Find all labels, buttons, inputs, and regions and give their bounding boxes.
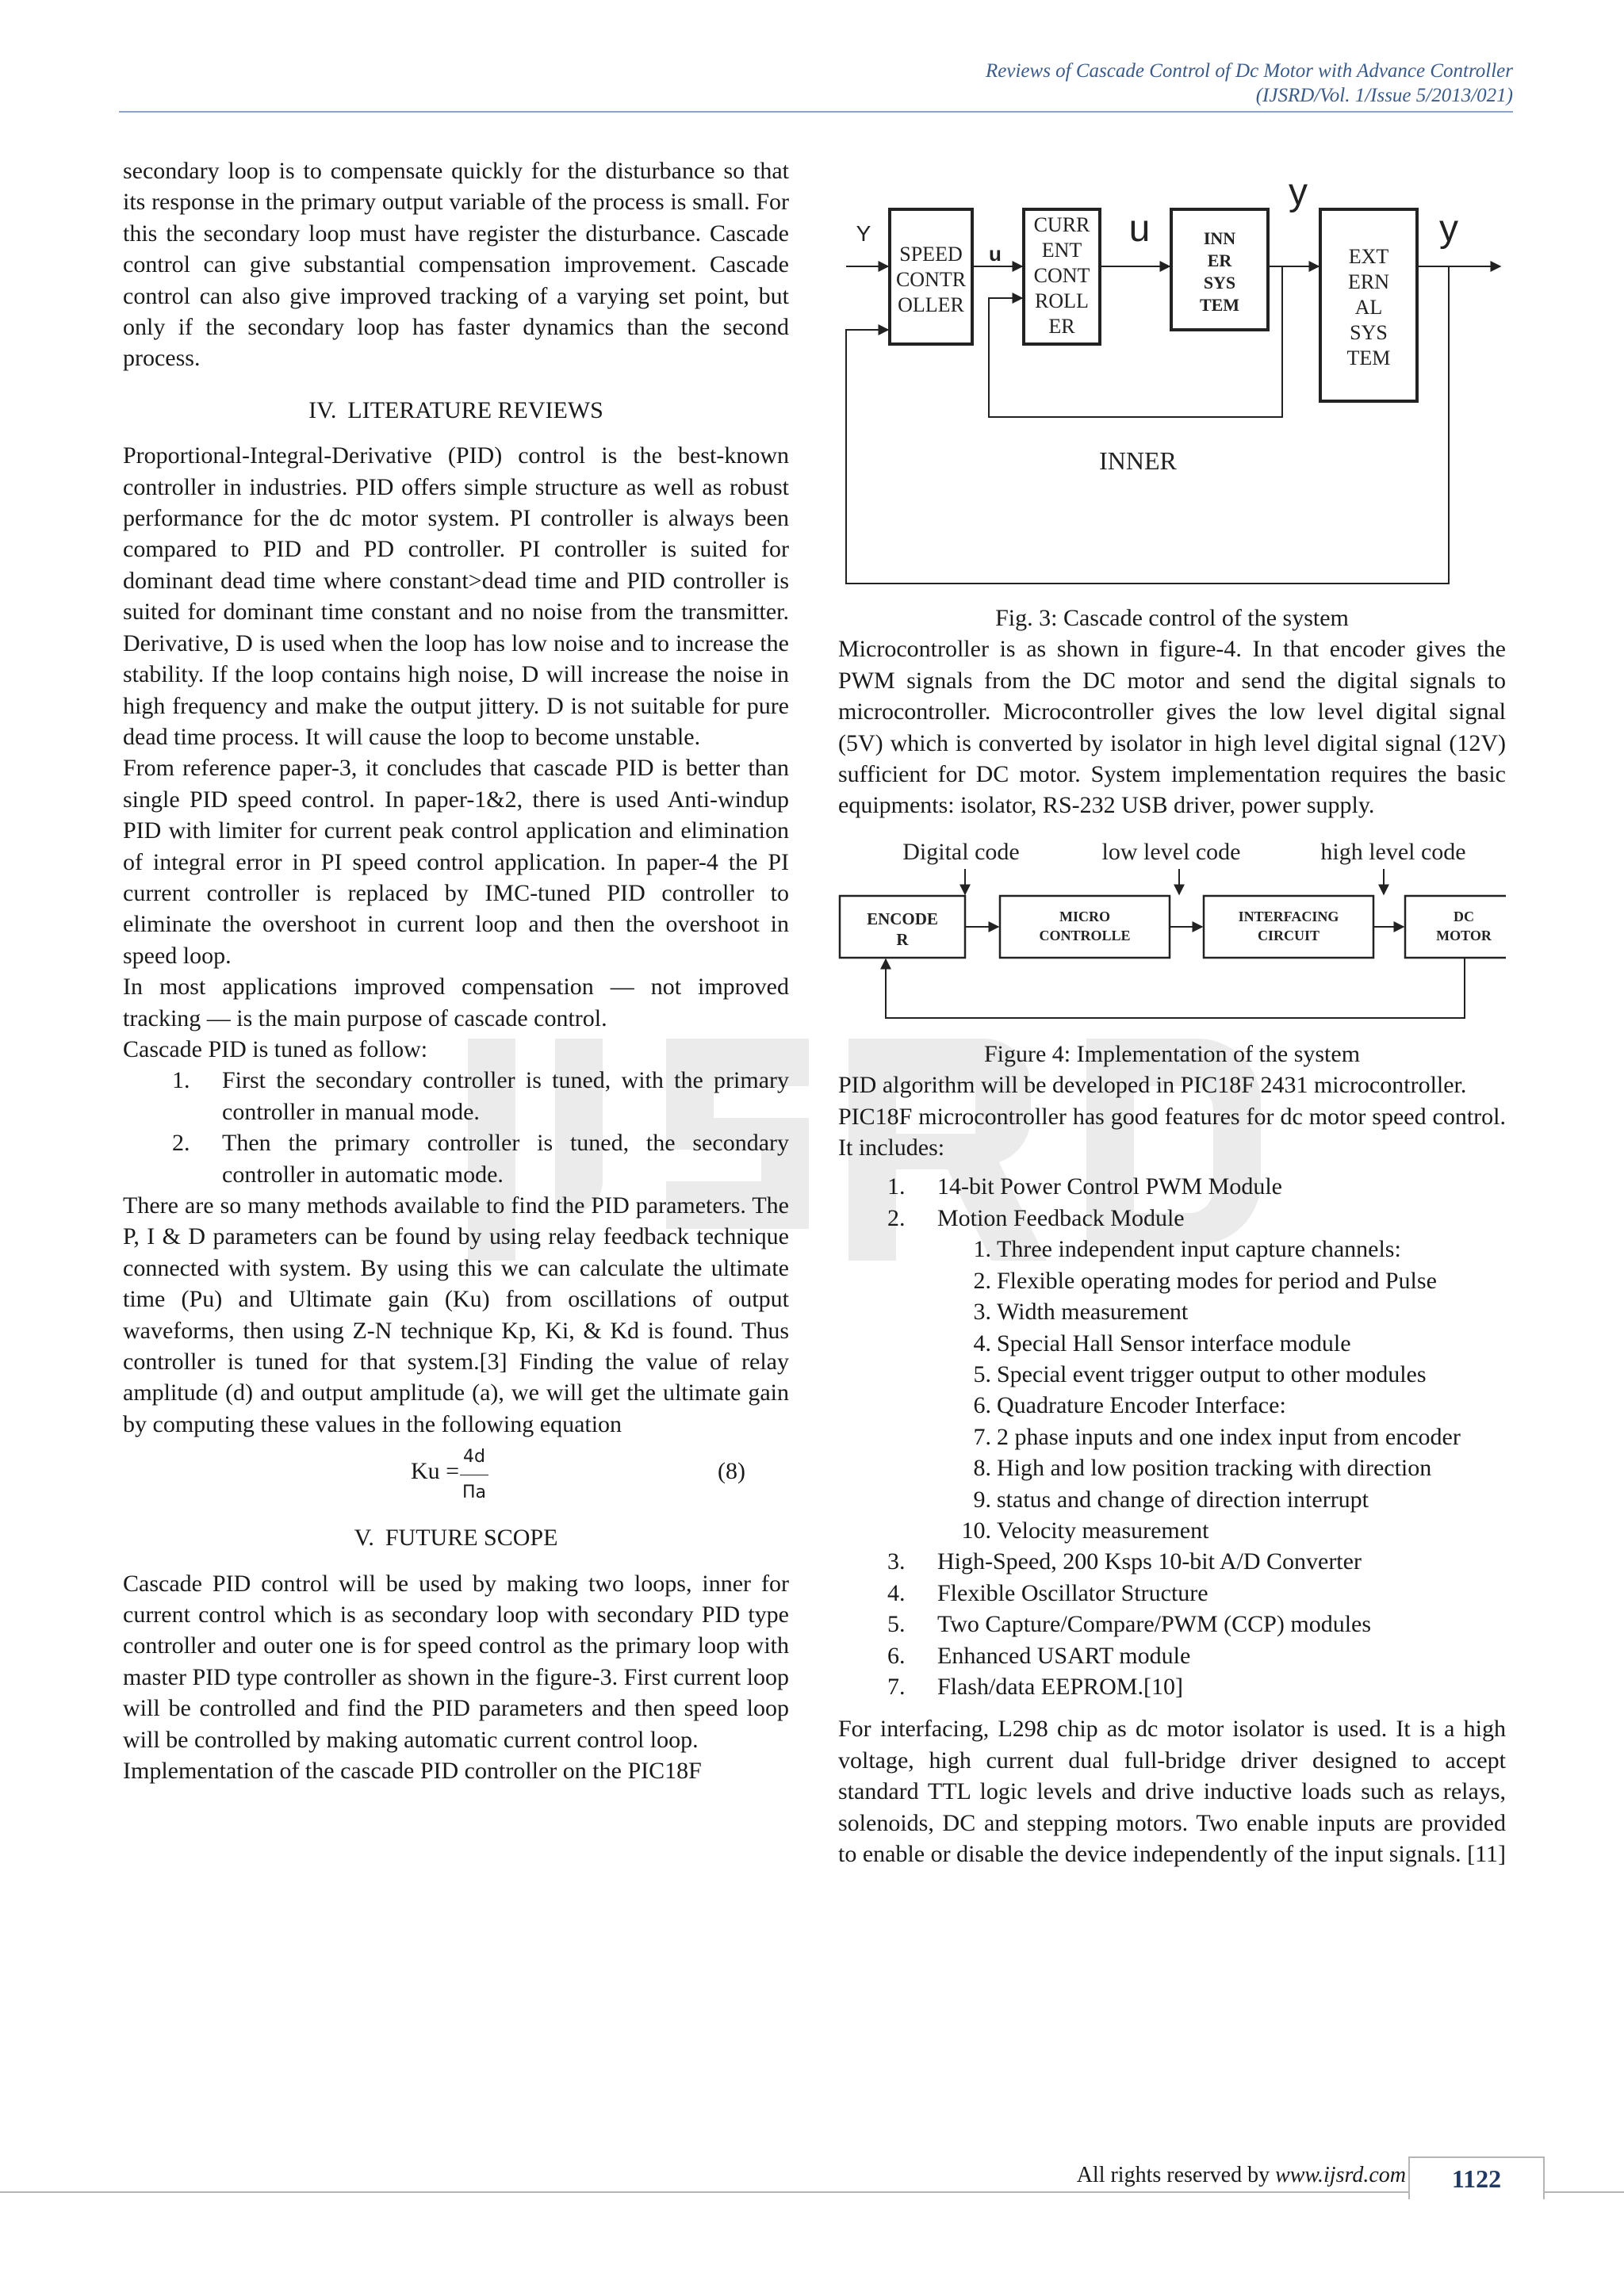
list-item: [838, 1171, 1506, 1202]
list-item: [838, 1671, 1506, 1702]
block-label: CIRCUIT: [1257, 927, 1320, 943]
block-label: MICRO: [1059, 908, 1110, 924]
list-text: status and change of direction interrupt: [997, 1486, 1369, 1513]
sublist-item: [838, 1452, 1506, 1483]
microcontroller-block: [1000, 896, 1170, 958]
header-title: Reviews of Cascade Control of Dc Motor with Advance Controller: [986, 60, 1513, 82]
list-item: [838, 1640, 1506, 1671]
list-text: 2 phase inputs and one index input from encoder: [997, 1423, 1461, 1450]
block-label: SPEED: [899, 243, 963, 266]
header-issue: (IJSRD/Vol. 1/Issue 5/2013/021): [1255, 85, 1513, 106]
list-number: 8.: [973, 1455, 991, 1482]
block-label: SYS: [1350, 321, 1388, 344]
feature-list-continued: [838, 1546, 1506, 1702]
figure-3-labels: [856, 171, 1458, 475]
list-number: 1.: [172, 1067, 190, 1094]
feature-list: [838, 1171, 1506, 1234]
tuning-steps-list: [123, 1065, 789, 1190]
block-label: R: [896, 929, 909, 949]
list-text: Special Hall Sensor interface module: [997, 1330, 1351, 1357]
paragraph: For interfacing, L298 chip as dc motor isolator is used. It is a high voltage, high current dual full-bridge driver designed to accept standard TTL logic levels and drive inductive loads such as relays, solenoids, DC and stepping motors. Two enable inputs are provided to enable or disable the device independently of the input signals. [11]: [838, 1716, 1506, 1867]
section-heading-literature: [123, 395, 789, 426]
list-number: 3.: [973, 1299, 991, 1326]
sublist-item: [838, 1328, 1506, 1359]
list-text: Motion Feedback Module: [937, 1204, 1185, 1231]
block-label: OLLER: [898, 293, 964, 316]
fraction-denominator: Πa: [462, 1482, 486, 1502]
paragraph: Cascade PID control will be used by making two loops, inner for current control which is as secondary loop with secondary PID type controller and outer one is for speed control as the primary loop with master PID type controller as shown in the figure-3. First current loop will be controlled and find the PID parameters and then speed loop will be controlled by making automatic current control loop.: [123, 1570, 789, 1753]
paragraph: PIC18F microcontroller has good features for dc motor speed control. It includes:: [838, 1103, 1506, 1161]
list-text: Width measurement: [997, 1299, 1189, 1326]
signal-label: low level code: [1101, 838, 1241, 865]
paragraph: There are so many methods available to find the PID parameters. The P, I & D parameters can be found by using relay feedback technique connected with system. By using this we can calculate the ultimate time (Pu) and Ultimate gain (Ku) from oscillations of output waveforms, then using Z-N technique Kp, Ki, & Kd is found. Thus controller is tuned for that system.[3] Finding the value of relay amplitude (d) and output amplitude (a), we will get the ultimate gain by computing these values in the following equation: [123, 1192, 789, 1437]
right-column: [838, 155, 1506, 1869]
block-label: ER: [1207, 251, 1232, 270]
list-text: Special event trigger output to other modules: [997, 1360, 1427, 1387]
figure-3-cascade-diagram: [838, 155, 1506, 599]
list-text: Three independent input capture channels:: [997, 1236, 1401, 1263]
list-item: [123, 1127, 789, 1190]
list-text: First the secondary controller is tuned, with the primary controller in manual mode.: [222, 1067, 789, 1125]
section-heading-future-scope: [123, 1522, 789, 1553]
paragraph: From reference paper-3, it concludes that cascade PID is better than single PID speed control. In paper-1&2, there is used Anti-windup PID with limiter for current peak control application and elimination of integral error in PI speed control application. In paper-4 the PI current controller is replaced by IMC-tuned PID controller to eliminate the overshoot in current loop and then the overshoot in speed loop.: [123, 755, 789, 969]
list-number: 3.: [887, 1548, 906, 1575]
list-number: 7.: [973, 1423, 991, 1450]
equation-lhs: Ku =: [411, 1458, 460, 1485]
list-text: Then the primary controller is tuned, the secondary controller in automatic mode.: [222, 1130, 789, 1188]
block-label: ROLL: [1035, 289, 1089, 312]
signal-label-y-inner: y: [1289, 171, 1308, 213]
signal-label-u-large: u: [1128, 208, 1151, 250]
sublist-item: [838, 1296, 1506, 1327]
list-text: High and low position tracking with direction: [997, 1455, 1432, 1482]
list-text: Enhanced USART module: [937, 1642, 1191, 1669]
list-text: Quadrature Encoder Interface:: [997, 1392, 1286, 1419]
section-title: LITERATURE REVIEWS: [347, 396, 603, 423]
list-text: 14-bit Power Control PWM Module: [937, 1173, 1282, 1200]
signal-label: Digital code: [902, 838, 1020, 865]
page-number: 1122: [1408, 2156, 1545, 2199]
signal-label: high level code: [1320, 838, 1466, 865]
intro-paragraph: secondary loop is to compensate quickly for the disturbance so that its response in the primary output variable of the process is small. For this the secondary loop must have register the disturbance. Cascade control can give substantial compensation improvement. Cascade control can also give improved tracking of a varying set point, but only if the secondary loop has faster dynamics than the second process.: [123, 158, 789, 372]
list-number: 1.: [887, 1173, 906, 1200]
list-text: Flash/data EEPROM.[10]: [937, 1673, 1183, 1700]
list-text: Flexible operating modes for period and Pulse: [997, 1267, 1437, 1294]
list-text: Flexible Oscillator Structure: [937, 1579, 1208, 1606]
block-label: ENCODE: [867, 909, 938, 928]
list-number: 5.: [887, 1611, 906, 1638]
equation-fraction: [460, 1441, 488, 1508]
running-header: [986, 59, 1513, 108]
sublist-item: [838, 1515, 1506, 1546]
list-number: 2.: [973, 1267, 991, 1294]
list-item: [838, 1609, 1506, 1640]
fraction-numerator: 4d: [460, 1441, 488, 1475]
motion-feedback-sublist: [838, 1234, 1506, 1546]
signal-label-u: u: [989, 242, 1002, 266]
paragraph: Implementation of the cascade PID controller on the PIC18F: [123, 1758, 702, 1785]
left-column: [123, 155, 789, 1787]
paragraph: Cascade PID is tuned as follow:: [123, 1035, 428, 1062]
block-label: INN: [1203, 228, 1236, 248]
list-text: Two Capture/Compare/PWM (CCP) modules: [937, 1611, 1372, 1638]
rights-text: All rights reserved by: [1076, 2163, 1276, 2187]
section-number: IV.: [308, 396, 337, 423]
block-label: TEM: [1199, 295, 1240, 315]
header-rule: [119, 111, 1513, 113]
figure-3-caption: Fig. 3: Cascade control of the system: [995, 605, 1349, 631]
list-number: 6.: [887, 1642, 906, 1669]
paragraph: PID algorithm will be developed in PIC18F 2431 microcontroller.: [838, 1072, 1467, 1099]
block-label: EXT: [1348, 245, 1389, 268]
signal-label-Y: Y: [856, 221, 871, 246]
list-number: 1.: [973, 1236, 991, 1263]
figure-4-caption: Figure 4: Implementation of the system: [983, 1040, 1361, 1067]
list-number: 6.: [973, 1392, 991, 1419]
journal-link[interactable]: www.ijsrd.com: [1275, 2163, 1406, 2187]
block-label: DC: [1454, 908, 1474, 924]
list-number: 5.: [973, 1360, 991, 1387]
list-number: 2.: [172, 1130, 190, 1157]
list-text: High-Speed, 200 Ksps 10-bit A/D Converter: [937, 1548, 1362, 1575]
list-number: 7.: [887, 1673, 906, 1700]
footer-rule: [0, 2191, 1624, 2193]
block-label: CONTR: [895, 268, 967, 291]
interfacing-circuit-block: [1204, 896, 1373, 958]
paragraph: Proportional-Integral-Derivative (PID) control is the best-known controller in industries. PID offers simple structure as well as robust performance for the dc motor system. PI controller is always been compared to PID and PD controller. PI controller is suited for dominant dead time where constant>dead time and PID controller is suited for dominant time constant and no noise from the transmitter. Derivative, D is used when the loop has low noise and to increase the stability. If the loop contains high noise, D will increase the noise in high frequency and make the output jittery. D is not suitable for pure dead time process. It will cause the loop to become unstable.: [123, 442, 789, 750]
list-item: [838, 1203, 1506, 1234]
dc-motor-block: [1405, 896, 1506, 958]
block-label: TEM: [1346, 346, 1391, 369]
block-label: ERN: [1348, 270, 1389, 293]
block-label: ER: [1048, 315, 1075, 338]
sublist-item: [838, 1265, 1506, 1296]
equation-8: [123, 1440, 789, 1502]
sublist-item: [838, 1484, 1506, 1515]
list-item: [123, 1065, 789, 1127]
block-label: CONTROLLE: [1039, 927, 1131, 943]
list-text: Velocity measurement: [997, 1517, 1209, 1544]
section-number: V.: [354, 1525, 374, 1552]
block-label: CONT: [1033, 264, 1090, 287]
sublist-item: [838, 1359, 1506, 1390]
block-label: CURR: [1033, 213, 1090, 236]
block-label: SYS: [1203, 273, 1236, 293]
list-number: 9.: [973, 1486, 991, 1513]
list-item: [838, 1546, 1506, 1577]
equation-number: (8): [718, 1458, 745, 1485]
loop-label-inner: INNER: [1099, 446, 1177, 475]
sublist-item: [838, 1390, 1506, 1421]
signal-label-y-output: y: [1439, 208, 1458, 250]
figure-4-implementation-diagram: [838, 828, 1506, 1042]
footer-rights: [1077, 2163, 1406, 2188]
paragraph: Microcontroller is as shown in figure-4. In that encoder gives the PWM signals from the DC motor and send the digital signals to microcontroller. Microcontroller gives the low level digital signal (5V) which is converted by isolator in high level digital signal (12V) sufficient for DC motor. System implementation requires the basic equipments: isolator, RS-232 USB driver, power supply.: [838, 636, 1506, 819]
section-title: FUTURE SCOPE: [385, 1525, 558, 1552]
list-number: 10.: [961, 1517, 991, 1544]
block-label: MOTOR: [1436, 927, 1492, 943]
block-label: ENT: [1041, 239, 1082, 262]
paragraph: In most applications improved compensation — not improved tracking — is the main purpose of cascade control.: [123, 974, 789, 1031]
list-number: 4.: [887, 1579, 906, 1606]
list-number: 4.: [973, 1330, 991, 1357]
block-label: AL: [1354, 296, 1383, 319]
block-label: INTERFACING: [1238, 908, 1339, 924]
sublist-item: [838, 1234, 1506, 1265]
sublist-item: [838, 1422, 1506, 1452]
list-item: [838, 1578, 1506, 1609]
list-number: 2.: [887, 1204, 906, 1231]
